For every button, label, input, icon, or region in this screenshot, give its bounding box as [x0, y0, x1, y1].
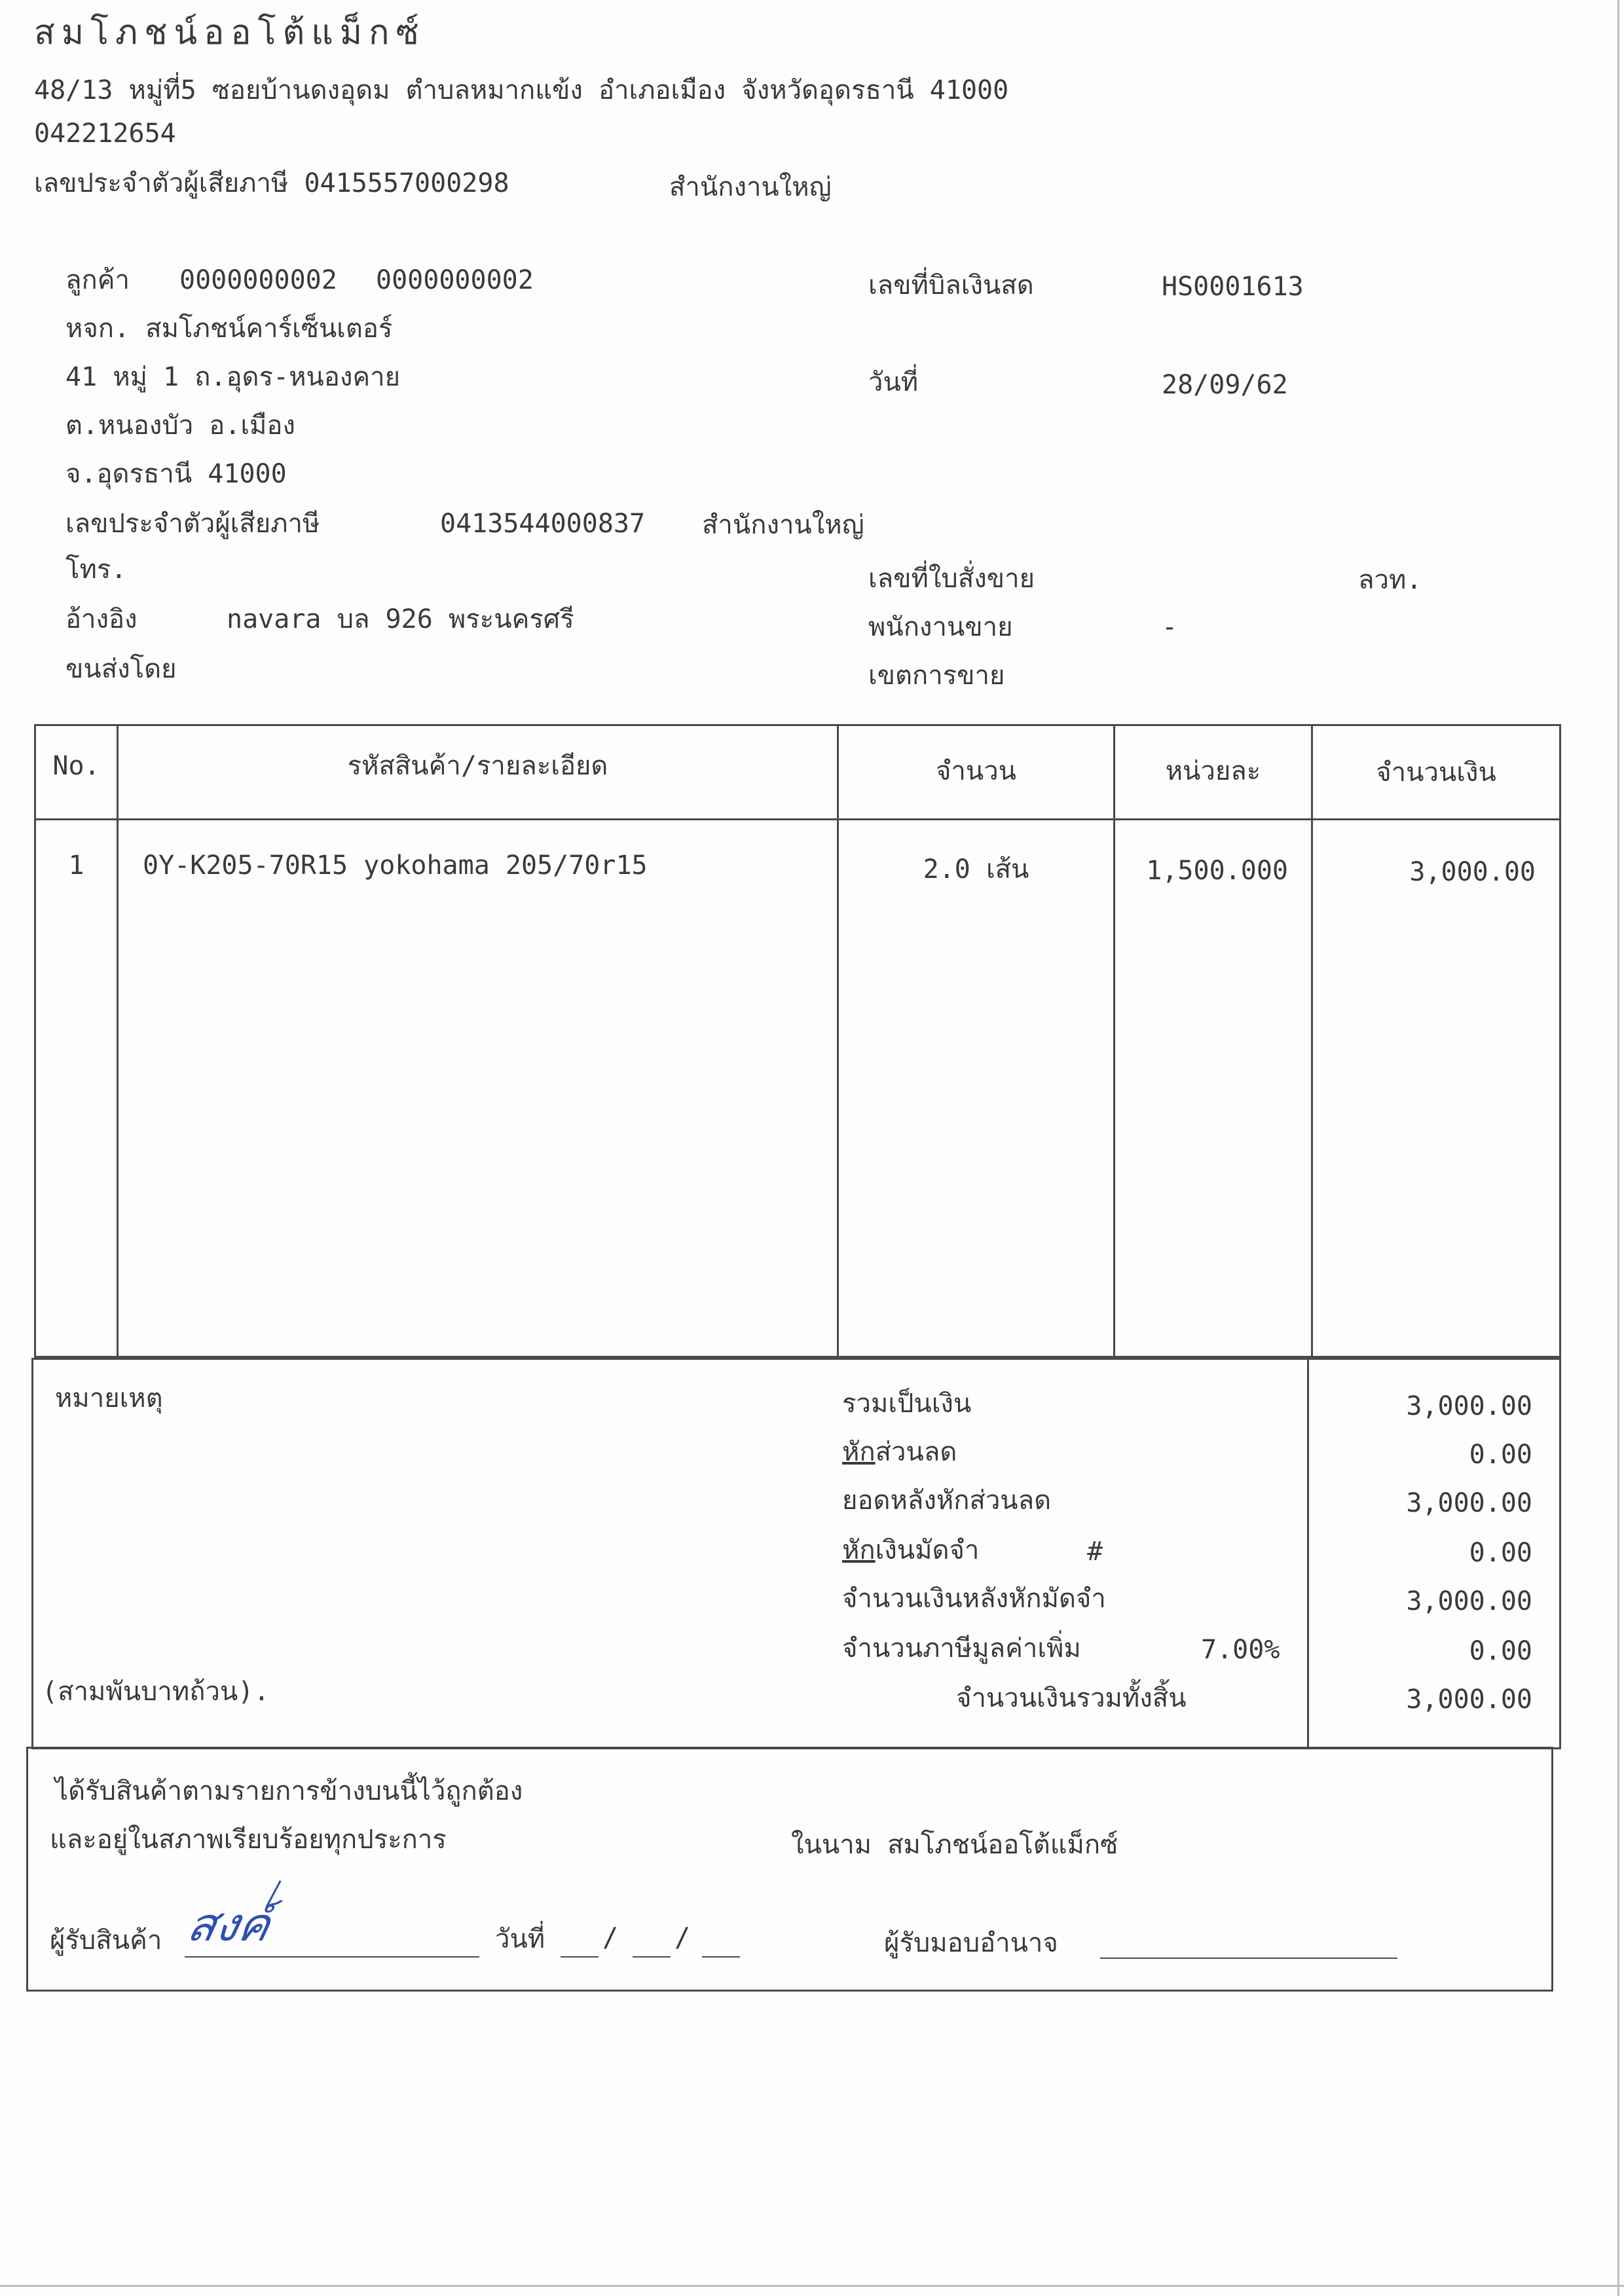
sales-order-value: ลวท. — [1358, 565, 1422, 595]
bill-number-label: เลขที่บิลเงินสด — [868, 270, 1034, 301]
company-name: สมโภชน์ออโต้แม็กซ์ — [34, 13, 426, 52]
header-amount: จำนวนเงิน — [1376, 757, 1496, 788]
deposit-text: เงินมัดจำ — [875, 1535, 980, 1565]
received-statement-1: ได้รับสินค้าตามรายการข้างบนนี้ไว้ถูกต้อง — [55, 1776, 523, 1806]
customer-address-3: จ.อุดรธานี 41000 — [65, 459, 287, 489]
receipt-date-sep-2: / — [674, 1923, 691, 1953]
discount-value: 0.00 — [1469, 1440, 1532, 1470]
after-discount-label: ยอดหลังหักส่วนลด — [842, 1485, 1052, 1516]
receipt-date-month — [633, 1956, 671, 1958]
receipt-date-year — [702, 1956, 740, 1958]
authorized-label: ผู้รับมอบอำนาจ — [884, 1928, 1058, 1958]
row-no: 1 — [68, 850, 84, 881]
header-unit-price: หน่วยละ — [1165, 756, 1261, 786]
sales-zone-label: เขตการขาย — [868, 661, 1005, 691]
remarks-label: หมายเหตุ — [55, 1383, 163, 1413]
reference-value: navara บล 926 พระนครศรี — [227, 604, 574, 634]
row-amount: 3,000.00 — [1409, 857, 1536, 887]
scan-edge-bottom — [0, 2285, 1624, 2287]
customer-tax-id: 0413544000837 — [440, 509, 646, 539]
summary-divider — [1307, 1358, 1309, 1749]
after-deposit-value: 3,000.00 — [1406, 1586, 1532, 1616]
vat-rate: 7.00% — [1201, 1635, 1280, 1665]
col-divider-2 — [837, 724, 839, 1358]
customer-branch: สำนักงานใหญ่ — [702, 510, 864, 540]
on-behalf-of: ในนาม สมโภชน์ออโต้แม็กซ์ — [791, 1830, 1118, 1860]
deposit-value: 0.00 — [1469, 1538, 1532, 1568]
receiver-signature: สงค์ — [183, 1898, 276, 1952]
bill-date: 28/09/62 — [1162, 370, 1288, 400]
amount-in-words: (สามพันบาทถ้วน). — [42, 1677, 270, 1707]
customer-code-2: 0000000002 — [376, 265, 534, 295]
vat-value: 0.00 — [1469, 1636, 1532, 1666]
reference-label: อ้างอิง — [65, 604, 138, 634]
row-description: 0Y-K205-70R15 yokohama 205/70r15 — [143, 850, 648, 881]
company-tax-id: เลขประจำตัวผู้เสียภาษี 0415557000298 — [34, 168, 509, 198]
discount-prefix: หัก — [842, 1437, 876, 1467]
authorized-signature-line — [1100, 1958, 1397, 1959]
salesman-value: - — [1162, 612, 1178, 642]
deposit-label — [842, 1535, 979, 1566]
header-quantity: จำนวน — [935, 756, 1017, 786]
grand-total-value: 3,000.00 — [1406, 1685, 1532, 1715]
salesman-label: พนักงานขาย — [868, 612, 1013, 642]
customer-address-2: ต.หนองบัว อ.เมือง — [65, 410, 295, 441]
after-discount-value: 3,000.00 — [1406, 1488, 1532, 1518]
subtotal-label: รวมเป็นเงิน — [842, 1389, 972, 1419]
received-statement-2: และอยู่ในสภาพเรียบร้อยทุกประการ — [50, 1825, 447, 1855]
scan-edge-right — [1617, 0, 1619, 2296]
customer-code-1: 0000000002 — [179, 265, 337, 295]
company-address: 48/13 หมู่ที่5 ซอยบ้านดงอุดม ตำบลหมากแข้ง อำเภอเมือง จังหวัดอุดรธานี 41000 — [34, 75, 1009, 105]
receiver-signature-line — [185, 1956, 479, 1958]
subtotal-value: 3,000.00 — [1406, 1391, 1532, 1421]
vat-label: จำนวนภาษีมูลค่าเพิ่ม — [842, 1633, 1081, 1664]
customer-address-1: 41 หมู่ 1 ถ.อุดร-หนองคาย — [65, 362, 401, 392]
customer-tax-label: เลขประจำตัวผู้เสียภาษี — [65, 509, 320, 539]
row-quantity: 2.0 เส้น — [923, 854, 1029, 884]
sales-order-label: เลขที่ใบสั่งขาย — [868, 564, 1035, 594]
discount-label — [842, 1436, 957, 1468]
customer-label: ลูกค้า — [65, 265, 130, 295]
col-divider-4 — [1311, 724, 1313, 1358]
row-unit-price: 1,500.000 — [1146, 856, 1288, 886]
receiver-label: ผู้รับสินค้า — [50, 1925, 162, 1956]
shipping-label: ขนส่งโดย — [65, 654, 177, 684]
discount-text: ส่วนลด — [875, 1437, 957, 1467]
customer-phone-label: โทร. — [65, 555, 127, 585]
receipt-date-label: วันที่ — [495, 1924, 545, 1954]
company-phone: 042212654 — [34, 118, 176, 149]
after-deposit-label: จำนวนเงินหลังหักมัดจำ — [842, 1584, 1106, 1614]
company-branch: สำนักงานใหญ่ — [669, 172, 832, 202]
grand-total-label: จำนวนเงินรวมทั้งสิ้น — [956, 1683, 1187, 1713]
bill-date-label: วันที่ — [868, 367, 919, 397]
receipt-date-day — [561, 1956, 599, 1958]
header-description: รหัสสินค้า/รายละเอียด — [347, 751, 608, 781]
items-table-header-divider — [34, 818, 1561, 820]
col-divider-1 — [117, 724, 119, 1358]
bill-number: HS0001613 — [1162, 272, 1304, 302]
header-no: No. — [52, 751, 100, 781]
col-divider-3 — [1113, 724, 1115, 1358]
deposit-hash: # — [1087, 1537, 1103, 1567]
receipt-date-sep-1: / — [602, 1923, 619, 1953]
customer-name: หจก. สมโภชน์คาร์เซ็นเตอร์ — [65, 314, 393, 344]
deposit-prefix: หัก — [842, 1535, 876, 1565]
